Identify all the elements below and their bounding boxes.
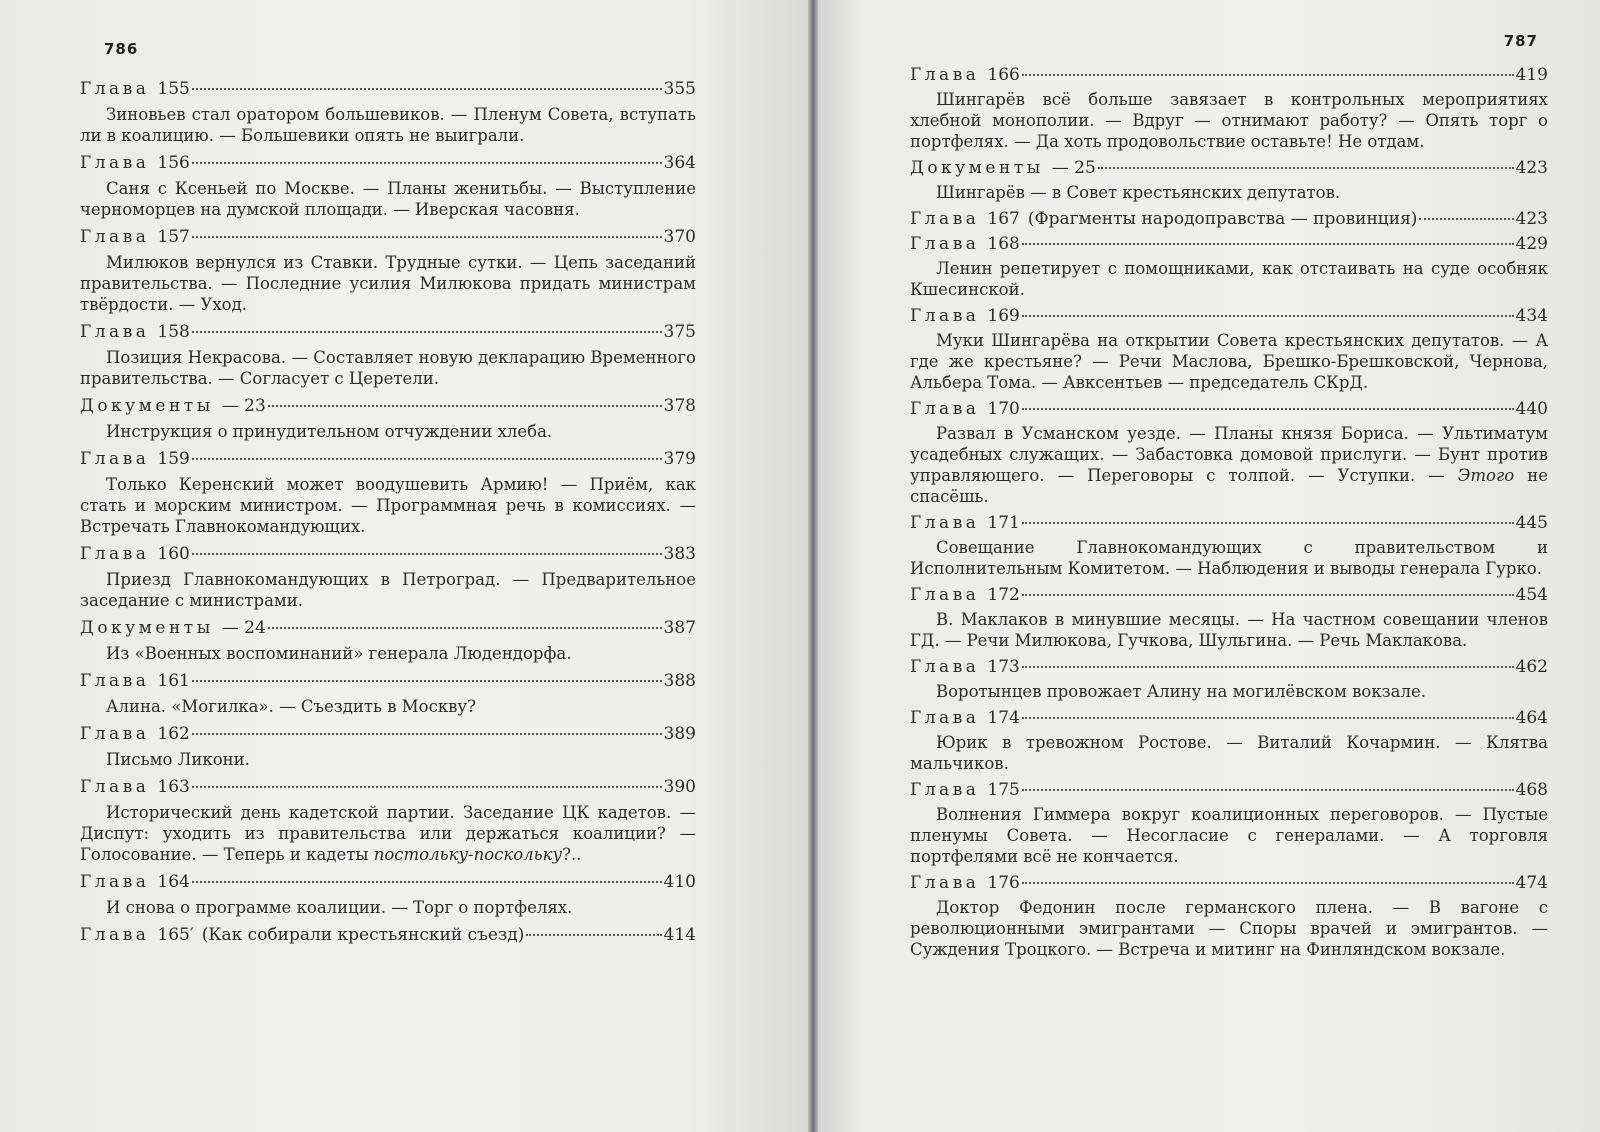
- description-text: Саня с Ксеньей по Москве. — Планы женитьбы. — Выступление черноморцев на думской площади. — Иверская часовня.: [80, 179, 696, 219]
- entry-page-number: 410: [663, 872, 696, 892]
- dot-leader: [192, 88, 662, 90]
- toc-entry: [80, 924, 696, 946]
- dot-leader: [1022, 666, 1514, 668]
- dot-leader: [192, 786, 662, 788]
- toc-entry-heading: [910, 64, 1548, 86]
- entry-page-number: 383: [663, 544, 696, 564]
- dot-leader: [268, 405, 662, 407]
- entry-label: Глава: [80, 671, 150, 691]
- entry-page-number: 423: [1515, 158, 1548, 178]
- entry-number: 166: [987, 65, 1020, 85]
- entry-page-number: 389: [663, 724, 696, 744]
- entry-description: [80, 802, 696, 865]
- entry-description: [910, 182, 1548, 203]
- description-text: Воротынцев провожает Алину на могилёвском вокзале.: [936, 682, 1426, 701]
- toc-entry: [910, 398, 1548, 507]
- toc-entry-heading: [910, 208, 1548, 230]
- description-text: Развал в Усманском уезде. — Планы князя Бориса. — Ультиматум усадебных служащих. — Забастовка домовой прислуги. — Бунт против управляющего. — Переговоры с толпой. — Уступки. —: [910, 424, 1548, 485]
- entry-label: Глава: [910, 873, 980, 893]
- description-text: Милюков вернулся из Ставки. Трудные сутки. — Цепь заседаний правительства. — Последние усилия Милюкова придать министрам твёрдости. — Уход.: [80, 253, 696, 314]
- toc-entry-heading: [910, 707, 1548, 729]
- entry-page-number: 423: [1515, 209, 1548, 229]
- toc-entry: [910, 157, 1548, 203]
- description-text: Приезд Главнокомандующих в Петроград. — Предварительное заседание с министрами.: [80, 570, 696, 610]
- entry-number: 168: [987, 234, 1020, 254]
- description-text: Доктор Федонин после германского плена. — В вагоне с революционными эмигрантами — Споры врачей и эмигрантов. — Суждения Троцкого. — Встреча и митинг на Финляндском вокзале.: [910, 898, 1548, 959]
- toc-entry-heading: [80, 924, 696, 946]
- entry-number: 157: [157, 227, 190, 247]
- description-text: Из «Военных воспоминаний» генерала Людендорфа.: [106, 644, 572, 663]
- toc-entry-heading: [910, 512, 1548, 534]
- entry-label: Глава: [910, 65, 980, 85]
- entry-page-number: 355: [663, 79, 696, 99]
- description-italic: постольку-поскольку: [373, 845, 563, 864]
- entry-description: [80, 347, 696, 389]
- entry-description: [80, 643, 696, 664]
- description-text: Позиция Некрасова. — Составляет новую декларацию Временного правительства. — Согласует с Церетели.: [80, 348, 696, 388]
- entry-label: Глава: [80, 872, 150, 892]
- entry-page-number: 454: [1515, 585, 1548, 605]
- dot-leader: [1022, 315, 1514, 317]
- entry-description: [910, 89, 1548, 152]
- toc-entry: [80, 723, 696, 770]
- entry-page-number: 462: [1515, 657, 1548, 677]
- toc-entry-heading: [80, 78, 696, 100]
- description-text: В. Маклаков в минувшие месяцы. — На частном совещании членов ГД. — Речи Милюкова, Гучкова, Шульгина. — Речь Маклакова.: [910, 610, 1548, 650]
- dot-leader: [1022, 522, 1514, 524]
- entry-page-number: 419: [1515, 65, 1548, 85]
- entry-page-number: 440: [1515, 399, 1548, 419]
- entry-description: [80, 569, 696, 611]
- toc-entry: [80, 448, 696, 537]
- toc-entry: [80, 543, 696, 611]
- dot-leader: [192, 680, 662, 682]
- entry-label: Глава: [910, 585, 980, 605]
- toc-entry: [910, 233, 1548, 300]
- toc-entry-heading: [80, 152, 696, 174]
- entry-page-number: 378: [663, 396, 696, 416]
- toc-entry-heading: [80, 226, 696, 248]
- dot-leader: [1098, 167, 1514, 169]
- description-text: Исторический день кадетской партии. Заседание ЦК кадетов. — Диспут: уходить из правительства или держаться коалиции? — Голосование. — Теперь и кадеты: [80, 803, 696, 864]
- dot-leader: [268, 627, 662, 629]
- entry-page-number: 414: [663, 925, 696, 945]
- entry-number: 171: [987, 513, 1020, 533]
- entry-number: — 24: [221, 618, 266, 638]
- entry-page-number: 388: [663, 671, 696, 691]
- page-number: 786: [104, 40, 139, 58]
- entry-label: Глава: [910, 234, 980, 254]
- dot-leader: [192, 553, 662, 555]
- entry-page-number: 375: [663, 322, 696, 342]
- toc-entry: [80, 395, 696, 442]
- toc-entry: [80, 152, 696, 220]
- toc-entry-heading: [80, 448, 696, 470]
- dot-leader: [192, 162, 662, 164]
- toc-entry-heading: [80, 395, 696, 417]
- toc-entry-heading: [910, 872, 1548, 894]
- toc-entry-heading: [910, 584, 1548, 606]
- entry-description: [80, 421, 696, 442]
- description-text: Волнения Гиммера вокруг коалиционных переговоров. — Пустые пленумы Совета. — Несогласие с генералами. — А торговля портфелями всё не кончается.: [910, 805, 1548, 866]
- dot-leader: [192, 236, 662, 238]
- entry-number: 156: [157, 153, 190, 173]
- description-text: Шингарёв всё больше завязает в контрольных мероприятиях хлебной монополии. — Вдруг — отнимают работу? — Опять торг о портфелях. — Да хоть продовольствие оставьте! Не отдам.: [910, 90, 1548, 151]
- toc-entry: [80, 871, 696, 918]
- entry-number: — 25: [1051, 158, 1096, 178]
- toc-entry: [910, 208, 1548, 230]
- dot-leader: [1022, 74, 1514, 76]
- entry-label: Глава: [80, 449, 150, 469]
- toc-entry-heading: [80, 670, 696, 692]
- entry-description: [910, 330, 1548, 393]
- entry-label: Глава: [80, 724, 150, 744]
- entry-description: [80, 474, 696, 537]
- dot-leader: [1022, 789, 1514, 791]
- entry-description: [910, 258, 1548, 300]
- toc-entry-heading: [910, 656, 1548, 678]
- dot-leader: [1022, 717, 1514, 719]
- dot-leader: [192, 331, 662, 333]
- entry-label: Глава: [910, 780, 980, 800]
- entry-label: Документы: [80, 396, 214, 416]
- entry-label: Глава: [80, 79, 150, 99]
- entry-description: [910, 537, 1548, 579]
- description-tail: не спасёшь.: [910, 466, 1548, 506]
- entry-subtitle: (Как собирали крестьянский съезд): [201, 925, 525, 945]
- toc-entry-heading: [910, 779, 1548, 801]
- entry-label: Глава: [910, 399, 980, 419]
- description-text: Инструкция о принудительном отчуждении хлеба.: [106, 422, 553, 441]
- toc-entry: [80, 78, 696, 146]
- toc-entry-heading: [80, 617, 696, 639]
- entry-number: 167: [987, 209, 1020, 229]
- entry-number: 158: [157, 322, 190, 342]
- toc-entry-heading: [80, 871, 696, 893]
- entry-subtitle: (Фрагменты народоправства — провинция): [1027, 209, 1418, 229]
- entry-number: 173: [987, 657, 1020, 677]
- entry-page-number: 468: [1515, 780, 1548, 800]
- entry-label: Глава: [80, 544, 150, 564]
- description-text: Муки Шингарёва на открытии Совета крестьянских депутатов. — А где же крестьяне? — Речи Маслова, Брешко-Брешковской, Чернова, Альбера Тома. — Авксентьев — председатель СКрД.: [910, 331, 1548, 392]
- entry-label: Глава: [910, 513, 980, 533]
- toc-entry: [910, 512, 1548, 579]
- toc-entry-heading: [80, 776, 696, 798]
- dot-leader: [1022, 594, 1514, 596]
- dot-leader: [192, 458, 662, 460]
- entry-label: Глава: [910, 306, 980, 326]
- entry-label: Глава: [80, 227, 150, 247]
- description-text: Зиновьев стал оратором большевиков. — Пленум Совета, вступать ли в коалицию. — Большевики опять не выиграли.: [80, 105, 696, 145]
- entry-description: [910, 732, 1548, 774]
- toc-entry: [910, 656, 1548, 702]
- description-tail: ?..: [562, 845, 582, 864]
- entry-number: 165′: [157, 925, 194, 945]
- entry-number: 164: [157, 872, 190, 892]
- entry-number: 172: [987, 585, 1020, 605]
- toc-entry-heading: [80, 321, 696, 343]
- toc-entry: [910, 305, 1548, 393]
- description-text: Алина. «Могилка». — Съездить в Москву?: [106, 697, 476, 716]
- entry-page-number: 364: [663, 153, 696, 173]
- entry-number: 174: [987, 708, 1020, 728]
- description-text: Ленин репетирует с помощниками, как отстаивать на суде особняк Кшесинской.: [910, 259, 1548, 299]
- dot-leader: [1022, 882, 1514, 884]
- entry-label: Глава: [80, 322, 150, 342]
- entry-number: 160: [157, 544, 190, 564]
- toc-entry: [910, 64, 1548, 152]
- toc-entry: [910, 707, 1548, 774]
- toc-entry-heading: [80, 543, 696, 565]
- dot-leader: [1022, 243, 1514, 245]
- dot-leader: [1022, 408, 1514, 410]
- toc-entry: [910, 584, 1548, 651]
- toc-entry-heading: [910, 305, 1548, 327]
- table-of-contents: [80, 78, 696, 946]
- toc-entry: [80, 321, 696, 389]
- entry-number: 175: [987, 780, 1020, 800]
- entry-description: [80, 252, 696, 315]
- entry-description: [910, 609, 1548, 651]
- description-italic: Этого: [1457, 466, 1515, 485]
- description-text: Юрик в тревожном Ростове. — Виталий Кочармин. — Клятва мальчиков.: [910, 733, 1548, 773]
- entry-description: [80, 696, 696, 717]
- entry-number: 169: [987, 306, 1020, 326]
- description-text: Письмо Ликони.: [106, 750, 250, 769]
- dot-leader: [526, 934, 661, 936]
- description-text: И снова о программе коалиции. — Торг о портфелях.: [106, 898, 573, 917]
- entry-label: Глава: [910, 209, 980, 229]
- toc-entry: [80, 776, 696, 865]
- entry-page-number: 387: [663, 618, 696, 638]
- entry-description: [80, 178, 696, 220]
- table-of-contents: [910, 64, 1548, 960]
- entry-number: 176: [987, 873, 1020, 893]
- toc-entry-heading: [80, 723, 696, 745]
- toc-entry: [910, 872, 1548, 960]
- entry-number: 159: [157, 449, 190, 469]
- entry-number: 170: [987, 399, 1020, 419]
- page-number: 787: [1503, 32, 1538, 50]
- entry-label: Глава: [910, 708, 980, 728]
- entry-number: 162: [157, 724, 190, 744]
- entry-number: — 23: [221, 396, 266, 416]
- entry-label: Глава: [910, 657, 980, 677]
- description-text: Только Керенский может воодушевить Армию! — Приём, как стать и морским министром. — Программная речь в комиссиях. — Встречать Главнокомандующих.: [80, 475, 696, 536]
- entry-description: [910, 804, 1548, 867]
- entry-number: 161: [157, 671, 190, 691]
- dot-leader: [192, 881, 662, 883]
- entry-description: [80, 897, 696, 918]
- entry-description: [80, 749, 696, 770]
- dot-leader: [192, 733, 662, 735]
- entry-label: Глава: [80, 925, 150, 945]
- entry-number: 155: [157, 79, 190, 99]
- entry-page-number: 370: [663, 227, 696, 247]
- toc-entry: [80, 617, 696, 664]
- entry-description: [80, 104, 696, 146]
- entry-label: Глава: [80, 153, 150, 173]
- entry-page-number: 434: [1515, 306, 1548, 326]
- description-text: Шингарёв — в Совет крестьянских депутатов.: [936, 183, 1341, 202]
- entry-page-number: 429: [1515, 234, 1548, 254]
- entry-description: [910, 681, 1548, 702]
- toc-entry-heading: [910, 157, 1548, 179]
- entry-description: [910, 423, 1548, 507]
- entry-number: 163: [157, 777, 190, 797]
- toc-entry-heading: [910, 233, 1548, 255]
- description-text: Совещание Главнокомандующих с правительством и Исполнительным Комитетом. — Наблюдения и выводы генерала Гурко.: [910, 538, 1548, 578]
- entry-label: Глава: [80, 777, 150, 797]
- entry-page-number: 445: [1515, 513, 1548, 533]
- entry-label: Документы: [910, 158, 1044, 178]
- right-page: [818, 0, 1600, 1132]
- entry-page-number: 474: [1515, 873, 1548, 893]
- dot-leader: [1419, 218, 1513, 220]
- toc-entry-heading: [910, 398, 1548, 420]
- entry-page-number: 464: [1515, 708, 1548, 728]
- entry-page-number: 390: [663, 777, 696, 797]
- toc-entry: [80, 670, 696, 717]
- toc-entry: [910, 779, 1548, 867]
- book-spine: [808, 0, 818, 1132]
- toc-entry: [80, 226, 696, 315]
- entry-page-number: 379: [663, 449, 696, 469]
- entry-description: [910, 897, 1548, 960]
- entry-label: Документы: [80, 618, 214, 638]
